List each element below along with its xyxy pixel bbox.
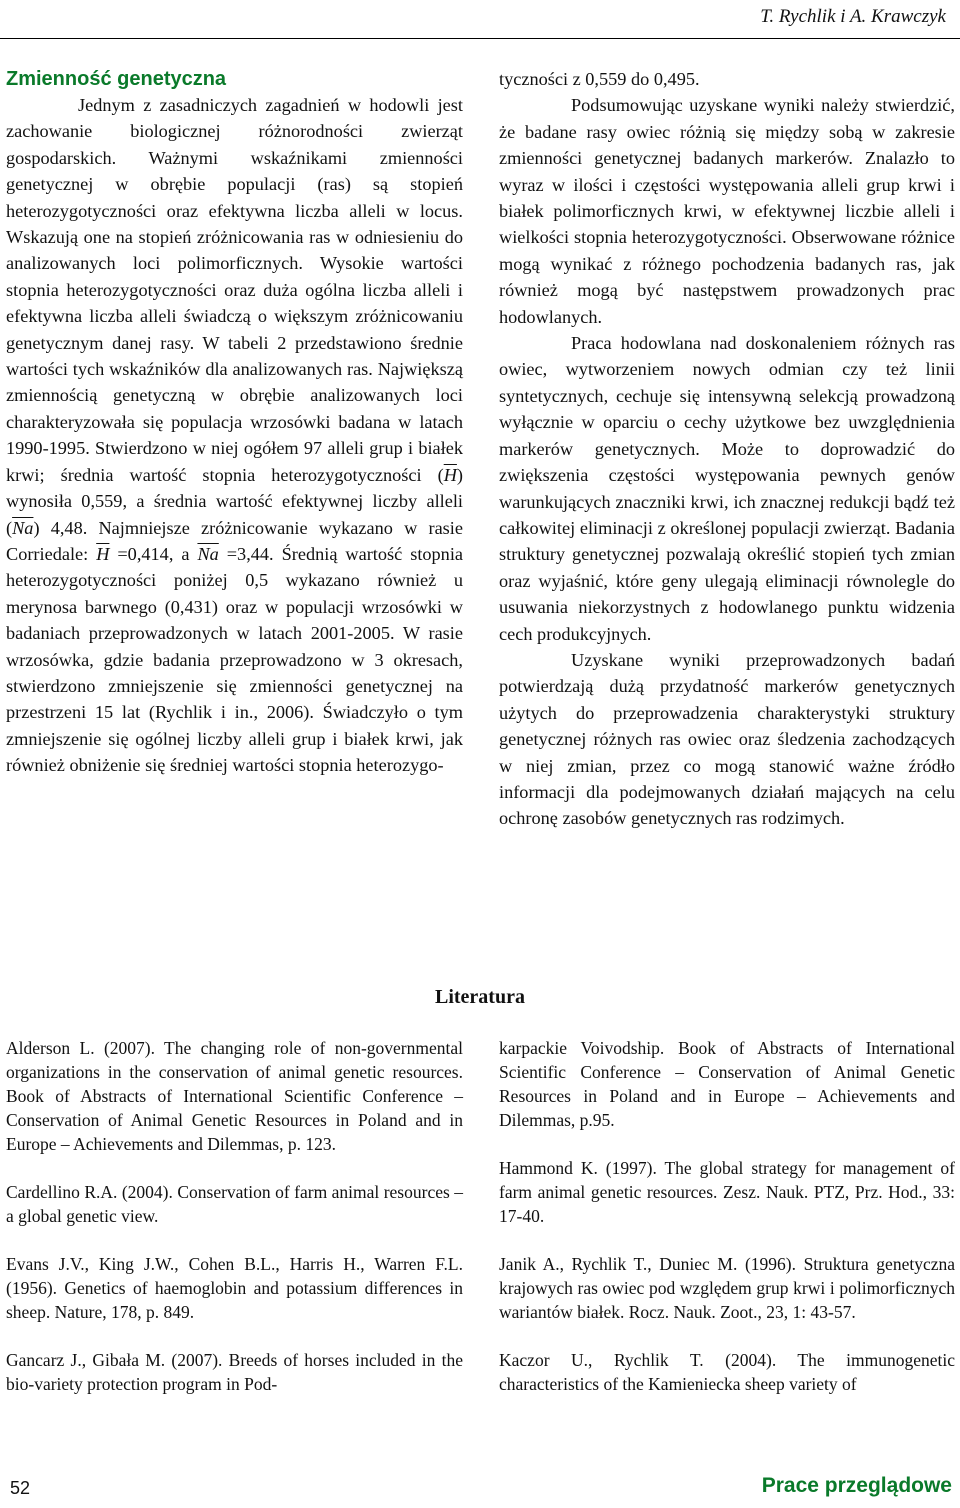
reference-item: Kaczor U., Rychlik T. (2004). The immunogenetic characteristics of the Kamieniecka sheep variety of bbox=[499, 1350, 955, 1394]
reference-item: Janik A., Rychlik T., Duniec M. (1996). Struktura genetyczna krajowych ras owiec pod względem grup krwi i polimorficznych wariantów białek. Rocz. Nauk. Zoot., 23, 1: 43-57. bbox=[499, 1254, 955, 1322]
references-title: Literatura bbox=[435, 986, 525, 1008]
references-right bbox=[499, 1036, 955, 1420]
reference-item: Evans J.V., King J.W., Cohen B.L., Harris H., Warren F.L. (1956). Genetics of haemoglobin and potassium differences in sheep. Nature, 178, p. 849. bbox=[6, 1254, 463, 1322]
reference-item: karpackie Voivodship. Book of Abstracts of International Scientific Conference – Conservation of Animal Genetic Resources in Poland and in Europe – Achievements and Dilemmas, p.95. bbox=[499, 1038, 955, 1130]
body-paragraph: Podsumowując uzyskane wyniki należy stwierdzić, że badane rasy owiec różnią się między sobą w zakresie zmienności genetycznej badanych markerów. Znalazło to wyraz w ilości i częstości występowania alleli grup krwi i białek polimorficznych krwi, w efektywnej liczbie alleli i wielkości stopnia heterozygotyczności. Obserwowane różnice mogą wynikać z różnego pochodzenia badanych ras, jak również mogą być następstwem prowadzonych prac hodowlanych. bbox=[499, 95, 955, 327]
reference-item: Gancarz J., Gibała M. (2007). Breeds of horses included in the bio-variety protection program in Pod- bbox=[6, 1350, 463, 1394]
body-paragraph: Praca hodowlana nad doskonaleniem różnych ras owiec, wytworzeniem nowych odmian czy też linii syntetycznych, cechuje się intensywną selekcją prowadzoną wyłącznie w oparciu o cechy użytkowe bez uwzględnienia markerów genetycznych. Może to doprowadzić do zwiększenia częstości występowania pewnych genów warunkujących znaczniki krwi, ich znacznej redukcji bądź też całkowitej eliminacji z określonej populacji zwierząt. Badania struktury genetycznej pozwalają określić stopień tych zmian oraz wyjaśnić, które geny ulegają eliminacji równolegle do usuwania niekorzystnych z hodowlanego punktu widzenia cech produkcyjnych. bbox=[499, 333, 955, 644]
h-symbol: $\overline{H}$ bbox=[96, 543, 110, 564]
na-symbol: $\overline{Na}$ bbox=[197, 543, 219, 564]
na-symbol: $\overline{Na}$ bbox=[12, 517, 34, 538]
h-symbol: $\overline{H}$ bbox=[443, 464, 457, 485]
body-paragraph: Uzyskane wyniki przeprowadzonych badań potwierdzają dużą przydatność markerów genetycznych użytych do przeprowadzenia charakterystyki struktury genetycznej różnych ras owiec oraz śledzenia zachodzących w niej zmian, przez co mogą stanowić ważne źródło informacji dla podejmowanych działań mających na celu ochronę zasobów genetycznych ras rodzimych. bbox=[499, 649, 955, 829]
body-text: Średnią wartość stopnia heterozygotyczności poniżej 0,5 wykazano również u merynosa barwnego (0,431) oraz w populacji wrzosówki w badaniach przeprowadzonych w latach 2001-2005. W rasie wrzosówka, gdzie badania przeprowadzono w 3 okresach, stwierdzono zmniejszenie się zmienności genetycznej na przestrzeni 15 lat (Rychlik i in., 2006). Świadczyło o tym zmniejszenie się ogólnej liczby alleli grup i białek krwi, jak również obniżenie się średniej wartości stopnia heterozygo- bbox=[6, 543, 464, 776]
right-column bbox=[499, 66, 955, 832]
body-text: wynosiła 0,559, a średnia wartość efektywnej liczby alleli ( bbox=[6, 491, 463, 538]
reference-item: Hammond K. (1997). The global strategy for management of farm animal genetic resources. Zesz. Nauk. PTZ, Prz. Hod., 33: 17-40. bbox=[499, 1158, 955, 1226]
header-rule bbox=[0, 38, 960, 39]
reference-item: Cardellino R.A. (2004). Conservation of farm animal resources – a global genetic view. bbox=[6, 1182, 463, 1226]
references-left bbox=[6, 1036, 463, 1420]
body-text: 4,48. Najmniejsze zróżnicowanie wykazano w rasie Corriedale: bbox=[6, 517, 463, 564]
body-paragraph: Jednym z zasadniczych zagadnień w hodowli jest zachowanie biologicznej różnorodności zwierząt gospodarskich. Ważnymi wskaźnikami zmienności genetycznej w obrębie populacji (ras) są stopień heterozygotyczności oraz efektywna liczba alleli w locus. Wskazują one na stopień zróżnicowania ras w odniesieniu do analizowanych loci polimorficznych. Wysokie wartości stopnia heterozygotyczności oraz duża ogólna liczba alleli i efektywna liczba alleli świadczą o większym zróżnicowaniu genetycznym danej rasy. W tabeli 2 przedstawiono średnie wartości tych wskaźników dla analizowanych ras. Największą zmiennością genetyczną w obrębie analizowanych loci charakteryzowała się populacja wrzosówki badana w latach 1990-1995. Stwierdzono w niej ogółem 97 alleli grup i białek krwi; średnia wartość stopnia heterozygotyczności $(\overline{H})$ wynosiła 0,559, a średnia wartość efektywnej liczby alleli $(\overline{Na})$ 4,48. Najmniejsze zróżnicowanie wykazano w rasie Corriedale: $\overline{H} =0,414$, a $\overline{Na} =3,44$. Średnią wartość stopnia heterozygotyczności poniżej 0,5 wykazano również u merynosa barwnego (0,431) oraz w populacji wrzosówki w badaniach przeprowadzonych w latach 2001-2005. W rasie wrzosówka, gdzie badania przeprowadzono w 3 okresach, stwierdzono zmniejszenie się zmienności genetycznej na przestrzeni 15 lat (Rychlik i in., 2006). Świadczyło o tym zmniejszenie się ogólnej liczby alleli grup i białek krwi, jak również obniżenie się średniej wartości stopnia heterozygo- bbox=[6, 95, 464, 776]
section-title: Zmienność genetyczna bbox=[6, 68, 227, 90]
running-head: T. Rychlik i A. Krawczyk bbox=[760, 6, 946, 27]
na-value: =3,44. bbox=[226, 543, 274, 564]
reference-item: Alderson L. (2007). The changing role of non-governmental organizations in the conservation of animal genetic resources. Book of Abstracts of International Scientific Conference – Conservation of Animal Genetic Resources in Poland and in Europe – Achievements and Dilemmas, p. 123. bbox=[6, 1038, 463, 1154]
page-number: 52 bbox=[10, 1478, 31, 1498]
body-paragraph: tyczności z 0,559 do 0,495. bbox=[499, 69, 700, 89]
left-column bbox=[6, 66, 463, 779]
footer-label: Prace przeglądowe bbox=[761, 1474, 952, 1497]
body-text: Jednym z zasadniczych zagadnień w hodowli jest zachowanie biologicznej różnorodności zwierząt gospodarskich. Ważnymi wskaźnikami zmienności genetycznej w obrębie populacji (ras) są stopień heterozygotyczności oraz efektywna liczba alleli w locus. Wskazują one na stopień zróżnicowania ras w odniesieniu do analizowanych loci polimorficznych. Wysokie wartości stopnia heterozygotyczności oraz duża ogólna liczba alleli i efektywna liczba alleli świadczą o większym zróżnicowaniu genetycznym danej rasy. W tabeli 2 przedstawiono średnie wartości tych wskaźników dla analizowanych ras. Największą zmiennością genetyczną w obrębie analizowanych loci charakteryzowała się populacja wrzosówki badana w latach 1990-1995. Stwierdzono w niej ogółem 97 alleli grup i białek krwi; średnia wartość stopnia heterozygotyczności bbox=[6, 95, 463, 485]
h-value: =0,414, a bbox=[117, 543, 190, 564]
